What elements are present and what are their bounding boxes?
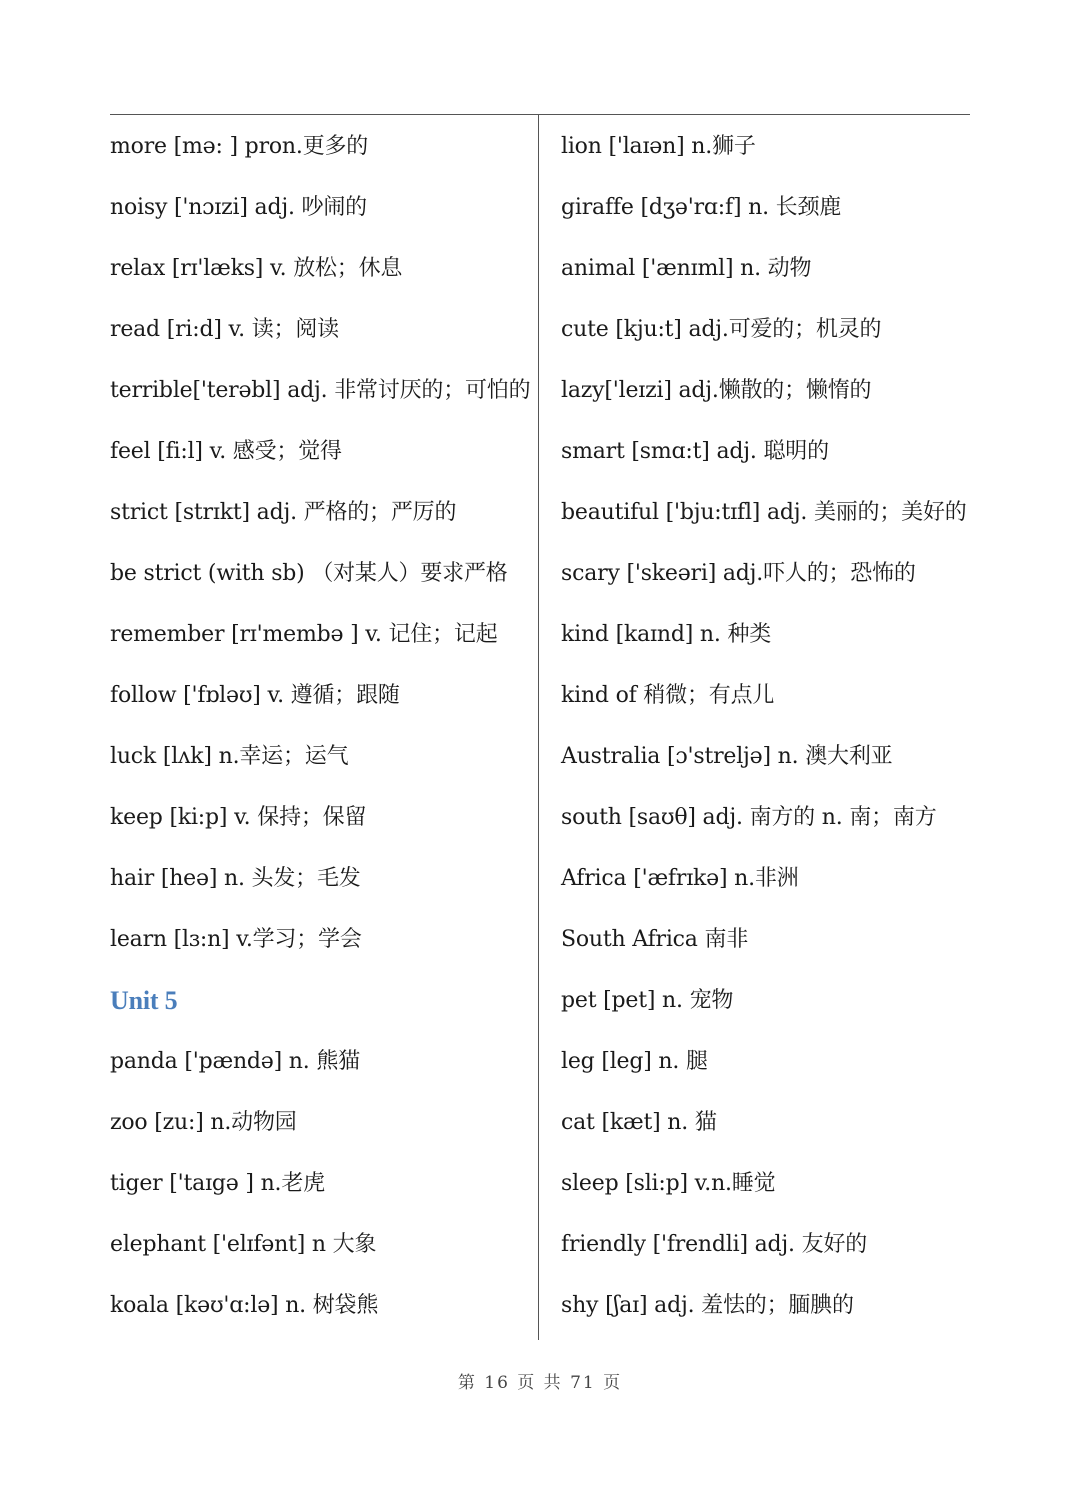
- left-vocab-column: [110, 126, 530, 1346]
- vocab-entry: kind of 稍微；有点儿: [561, 683, 775, 708]
- right-vocab-column: [561, 126, 981, 1346]
- vocab-entry: beautiful ['bju:tɪfl] adj. 美丽的；美好的: [561, 500, 967, 525]
- vocab-entry: South Africa 南非: [561, 927, 749, 952]
- vocab-entry: kind [kaɪnd] n. 种类: [561, 622, 772, 647]
- vocab-entry: scary ['skeəri] adj.吓人的；恐怖的: [561, 561, 916, 586]
- vocab-entry: friendly ['frendli] adj. 友好的: [561, 1232, 868, 1257]
- vocab-entry: luck [lʌk] n.幸运；运气: [110, 744, 349, 769]
- vocab-entry: be strict (with sb) （对某人）要求严格: [110, 561, 508, 586]
- vocab-entry: relax [rɪ'læks] v. 放松；休息: [110, 256, 403, 281]
- vocab-entry: south [saʊθ] adj. 南方的 n. 南；南方: [561, 805, 937, 830]
- vocab-entry: tiger ['taɪgə ] n.老虎: [110, 1171, 325, 1196]
- vocab-entry: learn [lɜ:n] v.学习；学会: [110, 927, 362, 952]
- vocab-entry: animal ['ænɪml] n. 动物: [561, 256, 812, 281]
- vocab-entry: follow ['fɒləʊ] v. 遵循；跟随: [110, 683, 400, 708]
- vocab-entry: Australia [ɔ'streljə] n. 澳大利亚: [561, 744, 893, 769]
- vocab-entry: smart [smɑ:t] adj. 聪明的: [561, 439, 829, 464]
- vocab-entry: cute [kju:t] adj.可爱的；机灵的: [561, 317, 882, 342]
- vocab-entry: shy [ʃaɪ] adj. 羞怯的；腼腆的: [561, 1293, 854, 1318]
- vocab-entry: sleep [sli:p] v.n.睡觉: [561, 1171, 776, 1196]
- vocab-entry: noisy ['nɔɪzi] adj. 吵闹的: [110, 195, 367, 220]
- vocab-entry: strict [strɪkt] adj. 严格的；严厉的: [110, 500, 457, 525]
- vocab-entry: koala [kəʊ'ɑ:lə] n. 树袋熊: [110, 1293, 379, 1318]
- vocab-entry: lazy['leɪzi] adj.懒散的；懒惰的: [561, 378, 872, 403]
- vocab-entry: keep [ki:p] v. 保持；保留: [110, 805, 367, 830]
- vocab-entry: feel [fi:l] v. 感受；觉得: [110, 439, 342, 464]
- vocab-entry: elephant ['elɪfənt] n 大象: [110, 1232, 377, 1257]
- vocab-entry: Africa ['æfrɪkə] n.非洲: [561, 866, 799, 891]
- page-footer: 第 16 页 共 71 页: [457, 1373, 623, 1393]
- vocab-entry: terrible['terəbl] adj. 非常讨厌的；可怕的: [110, 378, 531, 403]
- vocab-entry: leg [leg] n. 腿: [561, 1049, 708, 1074]
- top-rule: [110, 114, 970, 115]
- vocab-entry: giraffe [dʒə'rɑ:f] n. 长颈鹿: [561, 195, 842, 220]
- vocab-entry: read [ri:d] v. 读；阅读: [110, 317, 339, 342]
- vocab-entry: cat [kæt] n. 猫: [561, 1110, 717, 1135]
- vocab-entry: panda ['pændə] n. 熊猫: [110, 1049, 360, 1074]
- vocab-entry: zoo [zu:] n.动物园: [110, 1110, 297, 1135]
- vocab-entry: hair [heə] n. 头发；毛发: [110, 866, 361, 891]
- vocab-entry: more [mə: ] pron.更多的: [110, 134, 369, 159]
- vocab-entry: remember [rɪ'membə ] v. 记住；记起: [110, 622, 498, 647]
- column-divider: [538, 114, 539, 1340]
- section-heading: Unit 5: [110, 986, 178, 1015]
- vocab-entry: pet [pet] n. 宠物: [561, 988, 734, 1013]
- vocab-entry: lion ['laɪən] n.狮子: [561, 134, 756, 159]
